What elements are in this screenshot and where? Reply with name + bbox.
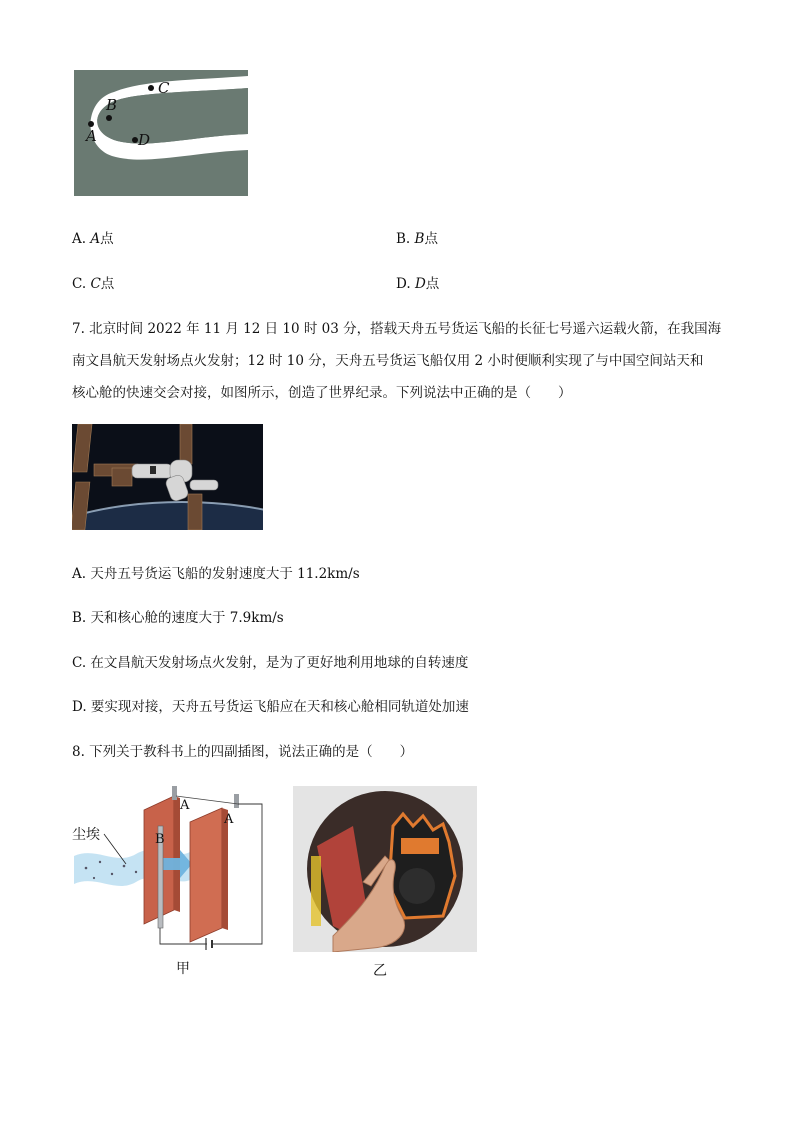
q6-option-a[interactable]: A. A点: [72, 231, 114, 247]
q7-stem-line-2: 南文昌航天发射场点火发射；12 时 10 分，天舟五号货运飞船仅用 2 小时便顺利实现了与中国空间站天和: [72, 353, 704, 369]
plate-a-right-label: A: [224, 812, 234, 827]
point-b-label: B: [106, 96, 118, 114]
point-b-dot: [106, 115, 112, 121]
point-c-label: C: [158, 79, 170, 97]
q7-option-b[interactable]: B. 天和核心舱的速度大于 7.9km/s: [72, 610, 284, 626]
dust-label: 尘埃: [72, 827, 100, 843]
figure-yi-photo: [293, 786, 477, 952]
space-station-photo: [72, 424, 263, 530]
q6-option-c[interactable]: C. C点: [72, 276, 115, 292]
track-figure: [74, 70, 248, 196]
point-c-dot: [148, 85, 154, 91]
q7-stem-line-3: 核心舱的快速交会对接，如图所示，创造了世界纪录。下列说法中正确的是（ ）: [72, 385, 572, 401]
figure-jia-caption: 甲: [176, 961, 190, 977]
point-a-label: A: [86, 127, 97, 145]
q6-option-d[interactable]: D. D点: [396, 276, 440, 292]
figure-yi-caption: 乙: [373, 963, 387, 979]
q7-option-a[interactable]: A. 天舟五号货运飞船的发射速度大于 11.2km/s: [72, 566, 360, 582]
q7-option-d[interactable]: D. 要实现对接，天舟五号货运飞船应在天和核心舱相同轨道处加速: [72, 699, 469, 715]
q8-stem: 8. 下列关于教科书上的四副插图，说法正确的是（ ）: [72, 744, 414, 760]
q7-stem-line-1: 7. 北京时间 2022 年 11 月 12 日 10 时 03 分，搭载天舟五号货运飞船的长征七号遥六运载火箭，在我国海: [72, 321, 722, 337]
figure-jia-precipitator: [66, 786, 276, 950]
point-d-label: D: [138, 131, 151, 149]
q7-option-c[interactable]: C. 在文昌航天发射场点火发射，是为了更好地利用地球的自转速度: [72, 655, 469, 671]
plate-a-left-label: A: [180, 798, 190, 813]
q6-option-b[interactable]: B. B点: [396, 231, 438, 247]
wire-b-label: B: [155, 832, 165, 847]
